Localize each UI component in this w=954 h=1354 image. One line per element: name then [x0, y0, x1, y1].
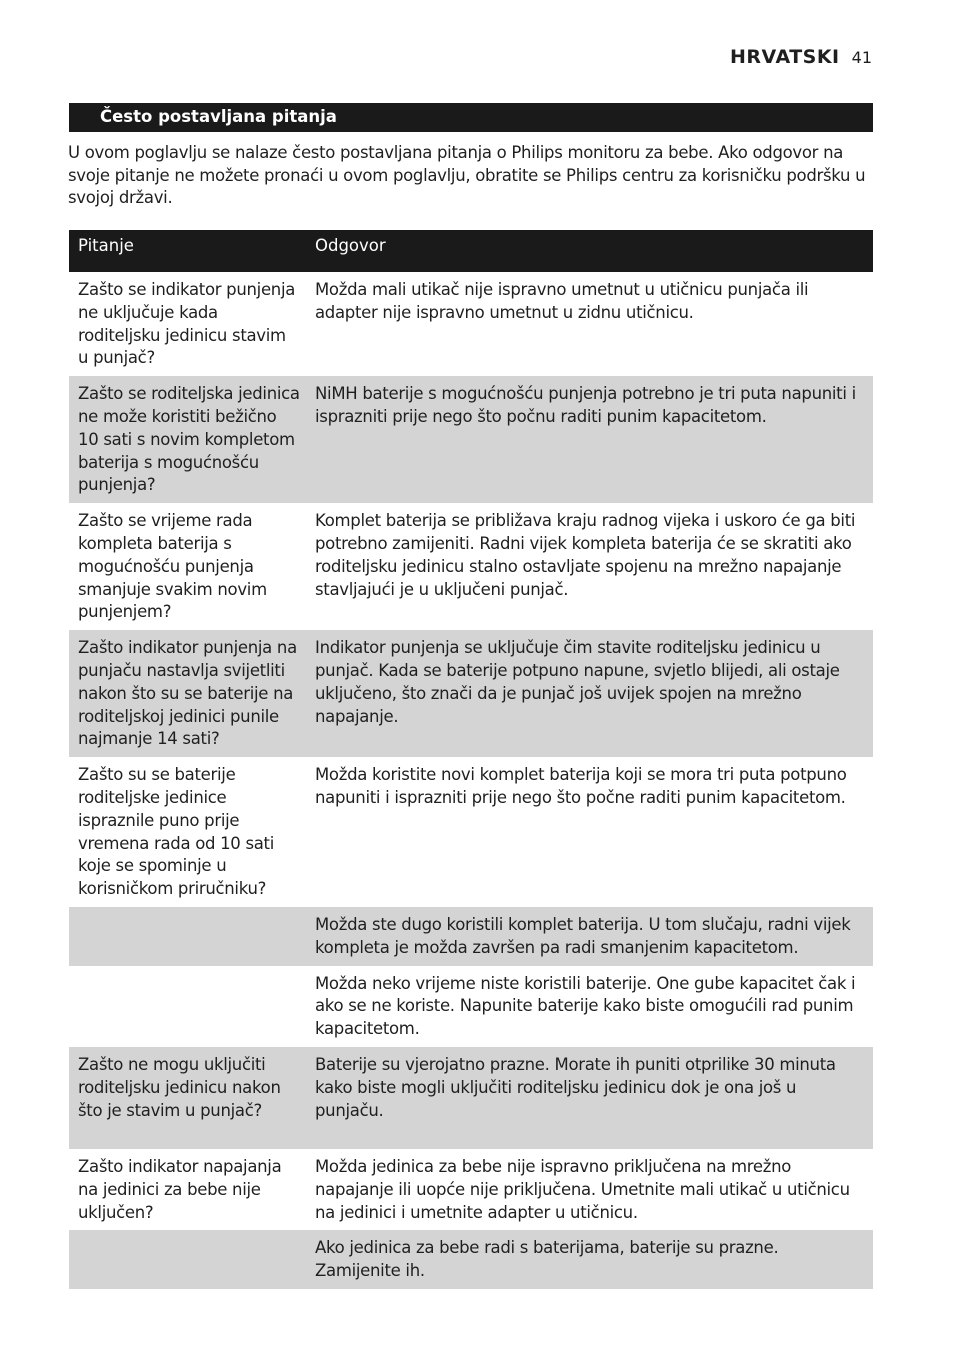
- question-cell: [69, 907, 306, 966]
- page-header: [730, 46, 872, 68]
- answer-cell: Ako jedinica za bebe radi s baterijama, baterije su prazne. Zamijenite ih.: [306, 1230, 873, 1289]
- question-cell: Zašto se roditeljska jedinica ne može koristiti bežično 10 sati s novim kompletom baterija s mogućnošću punjenja?: [69, 376, 306, 503]
- table-row: [69, 757, 873, 907]
- question-cell: Zašto se indikator punjenja ne uključuje kada roditeljsku jedinicu stavim u punjač?: [69, 272, 306, 376]
- answer-cell: NiMH baterije s mogućnošću punjenja potrebno je tri puta napuniti i isprazniti prije nego što počnu raditi punim kapacitetom.: [306, 376, 873, 503]
- section-title-bar: [69, 103, 873, 132]
- table-row: [69, 630, 873, 757]
- language-label: HRVATSKI: [730, 46, 840, 68]
- question-cell: Zašto indikator punjenja na punjaču nastavlja svijetliti nakon što su se baterije na roditeljskoj jedinici punile najmanje 14 sati?: [69, 630, 306, 757]
- table-row: [69, 272, 873, 376]
- section-title: Često postavljana pitanja: [100, 107, 337, 126]
- question-cell: [69, 966, 306, 1047]
- answer-cell: Indikator punjenja se uključuje čim stavite roditeljsku jedinicu u punjač. Kada se baterije potpuno napune, svjetlo blijedi, ali ostaje uključeno, što znači da je punjač još uvijek spojen na mrežno napajanje.: [306, 630, 873, 757]
- table-row: [69, 1149, 873, 1230]
- table-row: [69, 503, 873, 630]
- table-row: [69, 1047, 873, 1149]
- question-cell: [69, 1230, 306, 1289]
- column-header-answer: Odgovor: [306, 230, 873, 272]
- answer-cell: Možda neko vrijeme niste koristili baterije. One gube kapacitet čak i ako se ne koriste. Napunite baterije kako biste omogućili rad punim kapacitetom.: [306, 966, 873, 1047]
- answer-cell: Možda jedinica za bebe nije ispravno priključena na mrežno napajanje ili uopće nije priključena. Umetnite mali utikač u utičnicu na jedinici i umetnite adapter u utičnicu.: [306, 1149, 873, 1230]
- answer-cell: Možda koristite novi komplet baterija koji se mora tri puta potpuno napuniti i isprazniti prije nego što počne raditi punim kapacitetom.: [306, 757, 873, 907]
- intro-paragraph: U ovom poglavlju se nalaze često postavljana pitanja o Philips monitoru za bebe. Ako odgovor na svoje pitanje ne možete pronaći u ovom poglavlju, obratite se Philips centru za korisničku podršku u svojoj državi.: [68, 143, 866, 207]
- table-header-row: [69, 230, 873, 272]
- question-cell: Zašto indikator napajanja na jedinici za bebe nije uključen?: [69, 1149, 306, 1230]
- table-row: [69, 907, 873, 966]
- table-row: [69, 1230, 873, 1289]
- answer-cell: Možda ste dugo koristili komplet baterija. U tom slučaju, radni vijek kompleta je možda završen pa radi smanjenim kapacitetom.: [306, 907, 873, 966]
- table-row: [69, 376, 873, 503]
- table-row: [69, 966, 873, 1047]
- answer-cell: Možda mali utikač nije ispravno umetnut u utičnicu punjača ili adapter nije ispravno umetnut u zidnu utičnicu.: [306, 272, 873, 376]
- column-header-question: Pitanje: [69, 230, 306, 272]
- question-cell: Zašto ne mogu uključiti roditeljsku jedinicu nakon što je stavim u punjač?: [69, 1047, 306, 1149]
- question-cell: Zašto se vrijeme rada kompleta baterija s mogućnošću punjenja smanjuje svakim novim punjenjem?: [69, 503, 306, 630]
- question-cell: Zašto su se baterije roditeljske jedinice ispraznile puno prije vremena rada od 10 sati koje se spominje u korisničkom priručniku?: [69, 757, 306, 907]
- answer-cell: Baterije su vjerojatno prazne. Morate ih puniti otprilike 30 minuta kako biste mogli uključiti roditeljsku jedinicu dok je ona još u punjaču.: [306, 1047, 873, 1149]
- answer-cell: Komplet baterija se približava kraju radnog vijeka i uskoro će ga biti potrebno zamijeniti. Radni vijek kompleta baterija će se skratiti ako roditeljsku jedinicu stalno ostavljate spojenu na mrežno napajanje stavljajući je u uključeni punjač.: [306, 503, 873, 630]
- page-number: 41: [851, 48, 872, 67]
- faq-table: [69, 230, 873, 1289]
